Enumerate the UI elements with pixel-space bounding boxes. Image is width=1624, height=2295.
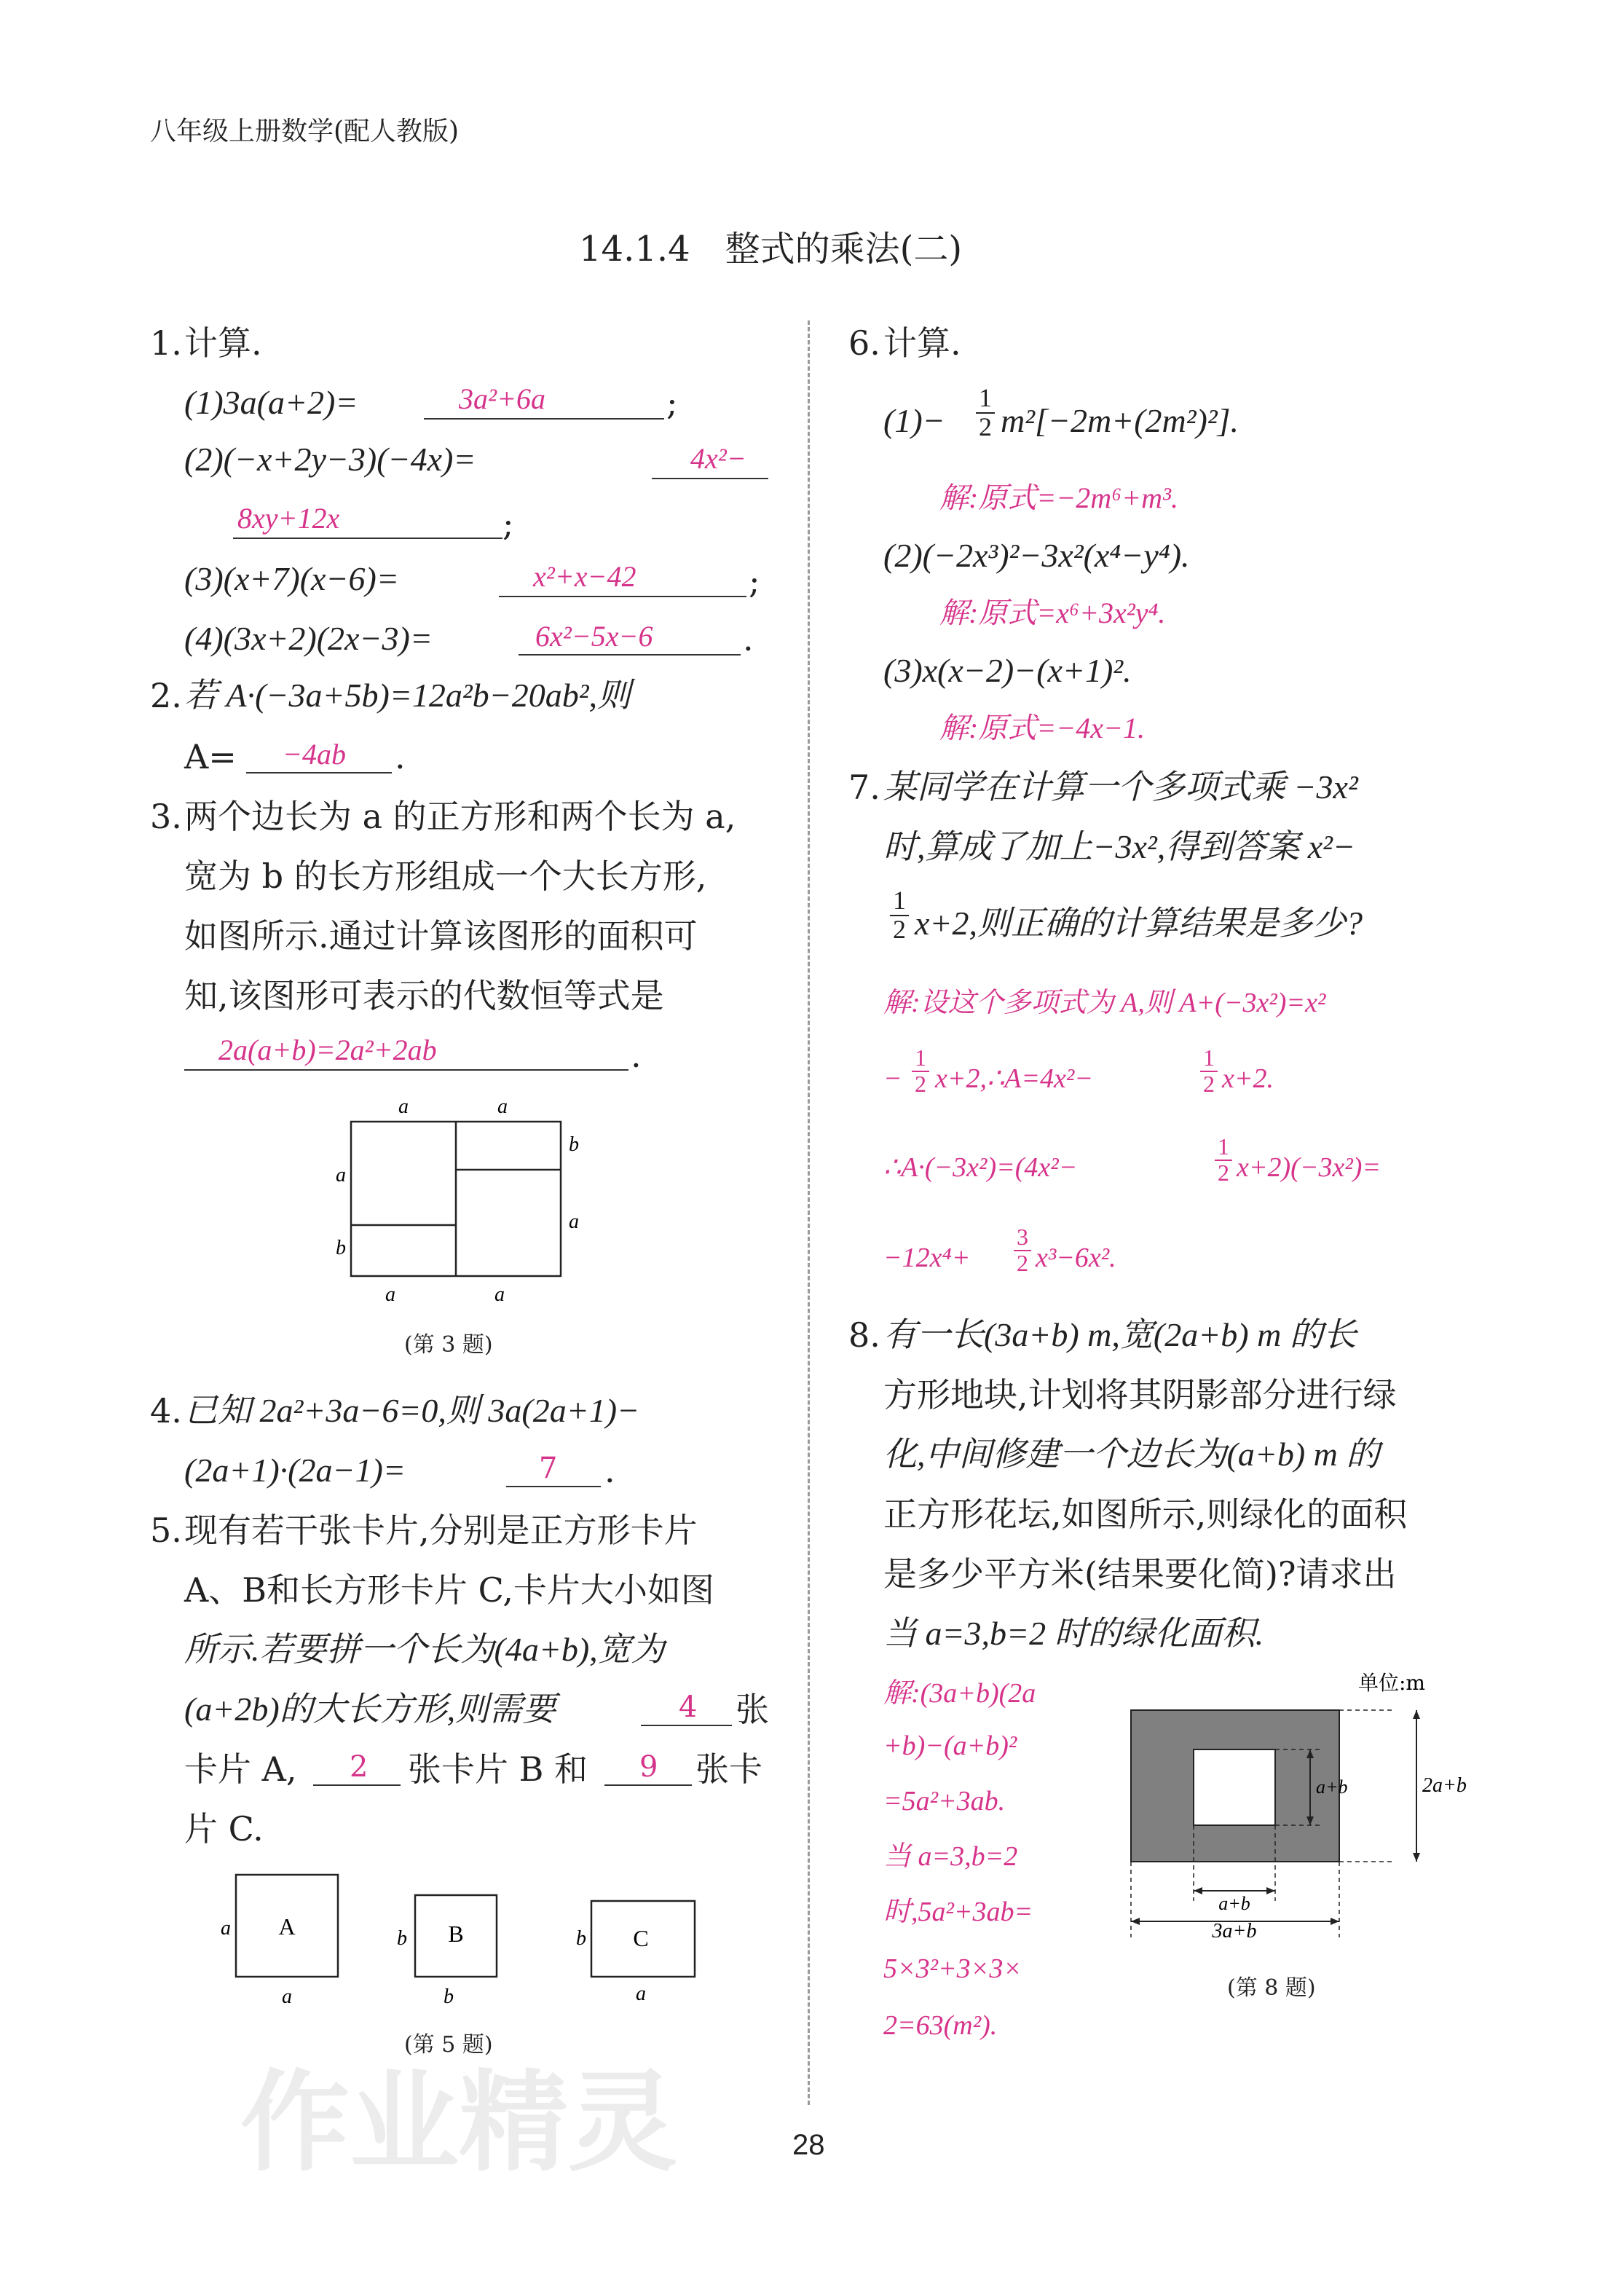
q7-solution-2b: x+2,∴A=4x²− — [935, 1063, 1093, 1094]
q8-line4: 正方形花坛,如图所示,则绿化的面积 — [883, 1495, 1408, 1534]
q8-solution-line: 解:(3a+b)(2a — [883, 1678, 1036, 1709]
answer-blank — [652, 478, 768, 479]
column-divider — [808, 320, 810, 2105]
q8-line1: 有一长(3a+b) m,宽(2a+b) m 的长 — [883, 1316, 1357, 1353]
fraction-half: 1 2 — [1215, 1135, 1232, 1184]
q8-inner-h: a+b — [1218, 1893, 1250, 1914]
card-b-bottom: b — [444, 1985, 454, 2008]
arrow-head — [1413, 1853, 1420, 1862]
q6-label: 6. — [848, 323, 880, 363]
arrow-head — [1194, 1887, 1202, 1894]
q2-end: . — [395, 737, 406, 776]
q3-figure — [313, 1085, 604, 1347]
q1-4-prompt: (4)(3x+2)(2x−3)= — [184, 620, 433, 657]
fraction-half: 1 2 — [890, 887, 909, 942]
q2-answer: −4ab — [283, 738, 346, 771]
watermark: 作业精灵 — [240, 2060, 678, 2186]
q1-4-answer: 6x²−5x−6 — [535, 620, 653, 653]
q7-solution-4a: −12x⁴+ — [883, 1243, 971, 1273]
answer-blank — [184, 1069, 628, 1071]
answer-blank — [233, 538, 502, 539]
page-title: 14.1.4 整式的乘法(二) — [579, 229, 963, 269]
q8-line5: 是多少平方米(结果要化简)?请求出 — [883, 1554, 1397, 1594]
arrow-head — [1131, 1918, 1140, 1925]
q8-solution-line: 2=63(m²). — [883, 2010, 998, 2041]
q1-1-prompt: (1)3a(a+2)= — [184, 384, 358, 421]
q1-label: 1. — [150, 323, 182, 363]
q5-line6: 片 C. — [184, 1809, 264, 1849]
q3-end: . — [631, 1036, 642, 1075]
q7-line1: 某同学在计算一个多项式乘 −3x² — [883, 768, 1358, 806]
answer-blank — [246, 772, 392, 773]
q8-solution-line: 当 a=3,b=2 — [883, 1841, 1018, 1872]
q1-4-end: . — [743, 619, 754, 658]
q6-2-answer: 解:原式=x⁶+3x²y⁴. — [939, 597, 1166, 629]
q3-answer: 2a(a+b)=2a²+2ab — [218, 1034, 437, 1066]
q6-1-b: m²[−2m+(2m²)²]. — [1001, 402, 1239, 439]
q1-2-answer-b: 8xy+12x — [237, 502, 340, 535]
arrow-head — [1266, 1887, 1275, 1894]
fraction-half: 1 2 — [912, 1046, 929, 1095]
answer-blank — [641, 1725, 732, 1726]
q1-3-prompt: (3)(x+7)(x−6)= — [184, 560, 399, 597]
q6-1-a: (1)− — [883, 402, 945, 439]
q8-label: 8. — [848, 1315, 880, 1355]
q8-line2: 方形地块,计划将其阴影部分进行绿 — [883, 1375, 1397, 1414]
q3-label-top-a2: a — [497, 1095, 508, 1118]
q8-inner-v: a+b — [1316, 1776, 1348, 1798]
answer-blank — [519, 654, 741, 656]
q3-label-top-a1: a — [398, 1095, 409, 1118]
q7-solution-3a: ∴A·(−3x²)=(4x²− — [883, 1152, 1078, 1183]
q3-label-right-a: a — [569, 1211, 579, 1233]
answer-blank — [604, 1784, 692, 1786]
arrow-head — [1331, 1918, 1339, 1925]
q1-1-end: ; — [666, 383, 678, 422]
q5-label: 5. — [150, 1511, 182, 1550]
q7-line3: x+2,则正确的计算结果是多少? — [915, 905, 1363, 942]
q3-label-left-a: a — [336, 1164, 346, 1186]
q2-line1: 若 A·(−3a+5b)=12a²b−20ab²,则 — [184, 677, 631, 714]
q5-line5b: 张卡片 B 和 — [408, 1749, 588, 1789]
answer-blank — [499, 596, 746, 597]
q3-line3: 如图所示.通过计算该图形的面积可 — [184, 916, 698, 956]
q3-label-right-b: b — [569, 1133, 579, 1156]
q1-3-end: ; — [749, 562, 760, 601]
answer-blank — [424, 418, 664, 420]
q1-1-answer: 3a²+6a — [459, 382, 545, 415]
q8-outer-v: 2a+b — [1422, 1774, 1467, 1797]
q8-flowerbed — [1194, 1749, 1275, 1825]
q4-line1: 已知 2a²+3a−6=0,则 3a(2a+1)− — [184, 1392, 640, 1429]
q5-figure — [211, 1865, 714, 2010]
q1-3-answer: x²+x−42 — [533, 560, 636, 593]
q8-outer-h: 3a+b — [1212, 1920, 1257, 1937]
q6-2: (2)(−2x³)²−3x²(x⁴−y⁴). — [883, 537, 1190, 574]
q8-solution-line: 时,5a²+3ab= — [883, 1897, 1033, 1927]
fraction-half: 1 2 — [976, 385, 995, 440]
q8-solution-line: =5a²+3ab. — [883, 1786, 1006, 1816]
q5-line3: 所示.若要拼一个长为(4a+b),宽为 — [184, 1631, 665, 1668]
q6-3-answer: 解:原式=−4x−1. — [939, 712, 1146, 744]
q7-label: 7. — [848, 768, 880, 807]
q5-answer-3: 9 — [639, 1750, 658, 1784]
q4-end: . — [604, 1451, 615, 1490]
q3-label-left-b: b — [336, 1237, 346, 1259]
card-c-label: C — [633, 1925, 649, 1951]
q8-unit: 单位:m — [1358, 1671, 1425, 1695]
q6-3: (3)x(x−2)−(x+1)². — [883, 652, 1132, 689]
q2-label: 2. — [150, 676, 182, 715]
q3-caption: (第 3 题) — [404, 1332, 493, 1358]
q3-label: 3. — [150, 797, 182, 836]
fraction-half: 1 2 — [1200, 1046, 1218, 1095]
arrow-head — [1413, 1710, 1420, 1719]
q5-caption: (第 5 题) — [404, 2032, 493, 2058]
q8-caption: (第 8 题) — [1227, 1975, 1316, 2001]
header: 八年级上册数学(配人教版) — [150, 117, 460, 146]
card-b-label: B — [448, 1921, 464, 1947]
q4-answer: 7 — [539, 1452, 558, 1485]
q4-label: 4. — [150, 1391, 182, 1430]
q3-line1: 两个边长为 a 的正方形和两个长为 a, — [184, 797, 736, 836]
q3-line4: 知,该图形可表示的代数恒等式是 — [184, 976, 664, 1015]
q3-label-bot-a2: a — [494, 1283, 505, 1306]
q5-line5c: 张卡 — [695, 1749, 762, 1789]
q5-line1: 现有若干张卡片,分别是正方形卡片 — [184, 1511, 698, 1550]
q1-2-answer-a: 4x²− — [690, 442, 746, 475]
card-a-bottom: a — [282, 1985, 292, 2008]
q2-line2: A= — [184, 737, 237, 776]
q8-line6: 当 a=3,b=2 时的绿化面积. — [883, 1615, 1264, 1652]
q5-answer-2: 2 — [350, 1750, 368, 1784]
q5-line4a: (a+2b)的大长方形,则需要 — [184, 1690, 556, 1728]
q1-2-prompt: (2)(−x+2y−3)(−4x)= — [184, 441, 476, 478]
q8-line3: 化,中间修建一个边长为(a+b) m 的 — [883, 1436, 1380, 1473]
q3-line2: 宽为 b 的长方形组成一个大长方形, — [184, 857, 707, 896]
q5-line5a: 卡片 A, — [184, 1749, 297, 1789]
card-c-side: b — [576, 1927, 586, 1950]
q6-title: 计算. — [883, 323, 961, 363]
q5-line4b: 张 — [736, 1690, 769, 1729]
q7-line2: 时,算成了加上−3x²,得到答案 x²− — [883, 828, 1355, 865]
q7-solution-2c: x+2. — [1222, 1063, 1274, 1094]
page-number: 28 — [792, 2129, 825, 2161]
q5-line2: A、B和长方形卡片 C,卡片大小如图 — [184, 1570, 714, 1610]
q5-answer-1: 4 — [679, 1690, 698, 1724]
q3-label-bot-a1: a — [385, 1283, 395, 1306]
q6-1-answer: 解:原式=−2m⁶+m³. — [939, 481, 1178, 514]
answer-blank — [506, 1486, 601, 1487]
q7-solution-4b: x³−6x². — [1036, 1243, 1116, 1273]
q7-solution-3b: x+2)(−3x²)= — [1237, 1152, 1381, 1183]
fraction-three-halves: 3 2 — [1014, 1225, 1031, 1275]
q7-solution-2a: − — [883, 1063, 902, 1094]
card-b-side: b — [397, 1927, 407, 1950]
q1-2-end: ; — [502, 504, 514, 543]
q8-solution-line: 5×3²+3×3× — [883, 1953, 1022, 1984]
answer-blank — [313, 1784, 401, 1786]
q7-solution-1: 解:设这个多项式为 A,则 A+(−3x²)=x² — [883, 988, 1326, 1018]
card-a-label: A — [278, 1913, 296, 1940]
q8-solution-line: +b)−(a+b)² — [883, 1731, 1017, 1761]
card-a-side: a — [221, 1917, 231, 1940]
q1-title: 计算. — [184, 323, 262, 363]
q8-figure — [1118, 1668, 1482, 1937]
card-c-bottom: a — [636, 1983, 646, 2005]
q4-line2: (2a+1)·(2a−1)= — [184, 1452, 406, 1489]
